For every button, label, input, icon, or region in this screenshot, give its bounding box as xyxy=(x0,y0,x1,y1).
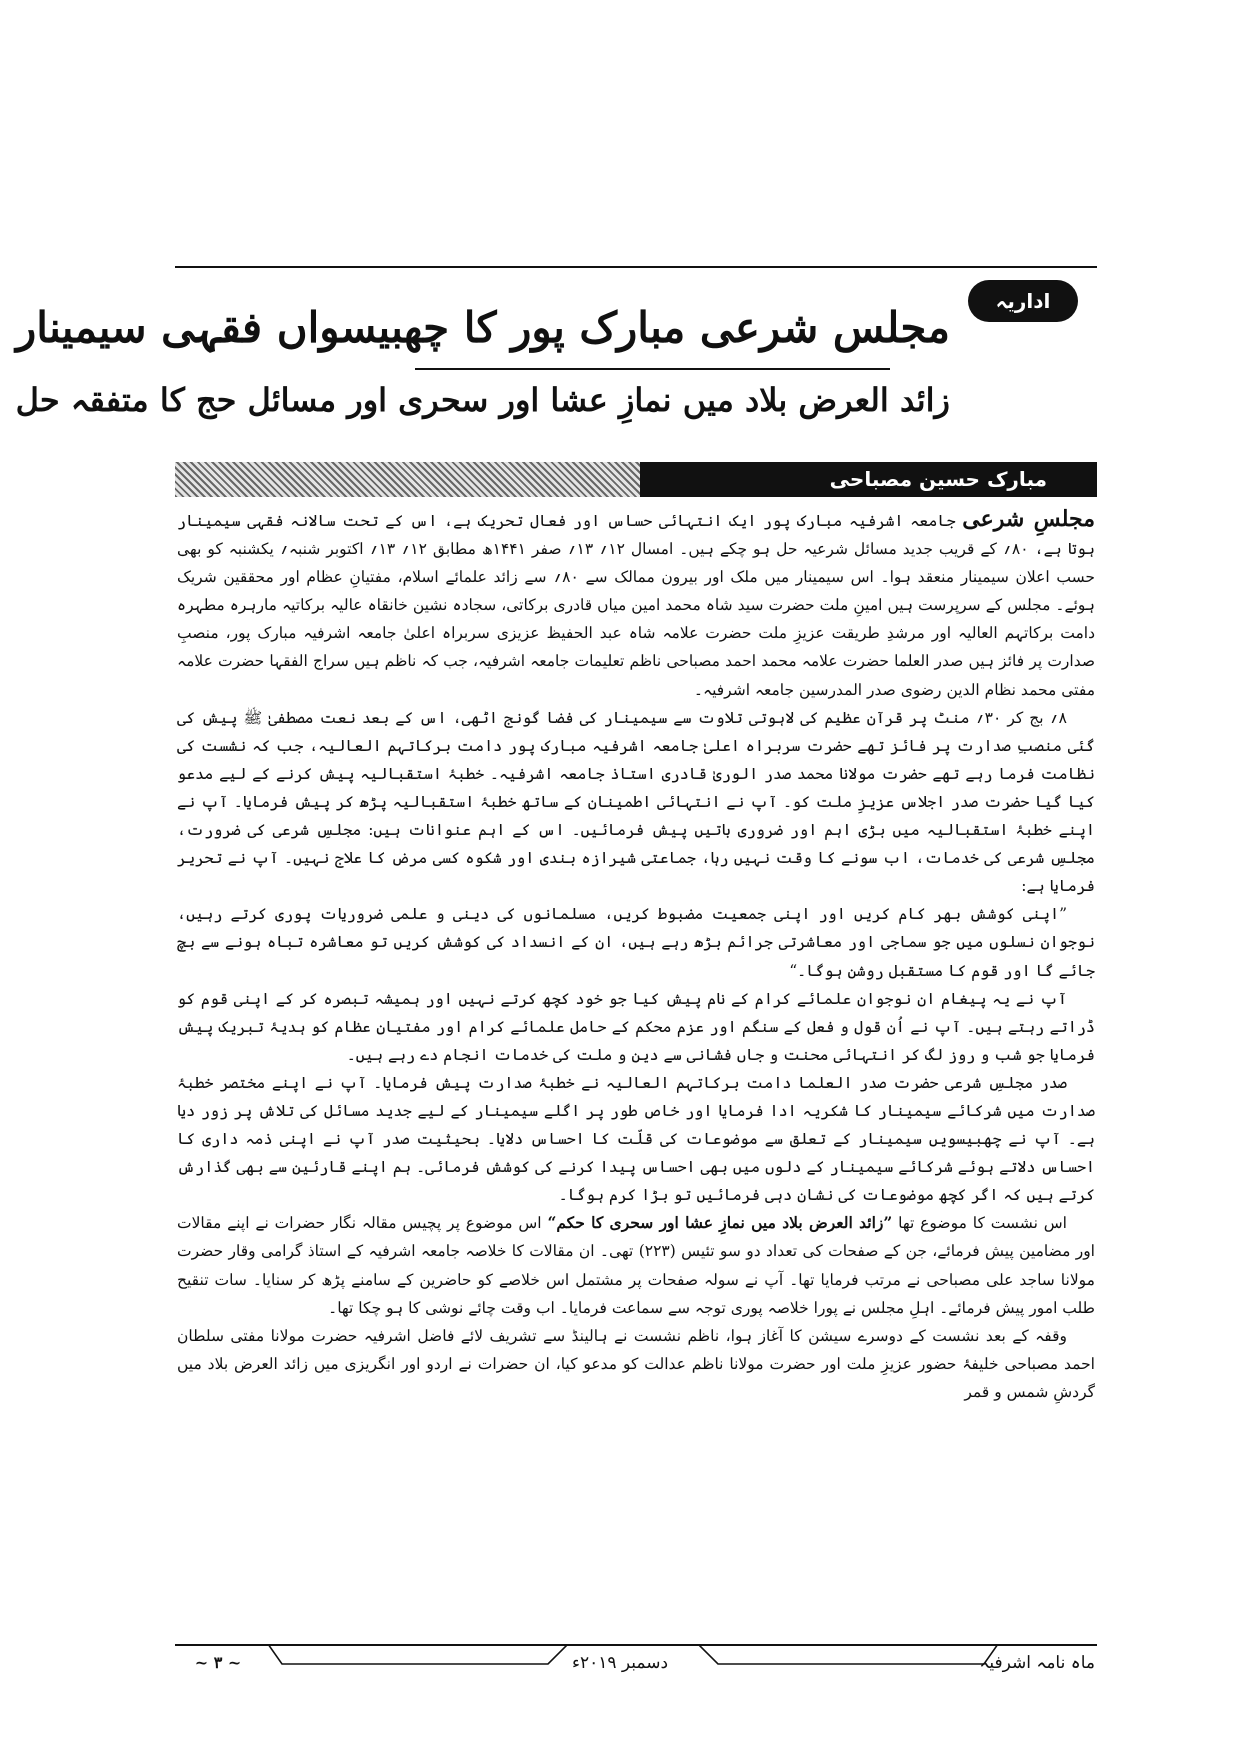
top-rule xyxy=(175,266,1097,268)
paragraph-text: جامعہ اشرفیہ مبارک پور ایک انتہائی حساس اور فعال تحریک ہے، اس کے تحت سالانہ فقہی سیمینار ہوتا ہے، ۸۰؍ کے قریب جدید مسائل شرعیہ حل ہو چکے ہیں۔ امسال ۱۲؍ ۱۳؍ صفر ۱۴۴۱ھ مطابق ۱۲؍ ۱۳؍ اکتوبر شنبہ؍ یکشنبہ کو بھی حسب اعلان سیمینار منعقد ہوا۔ اس سیمینار میں ملک اور بیرون ممالک سے ۸۰؍ سے زائد علمائے اسلام، مفتیانِ عظام اور محققین شریک ہوئے۔ مجلس کے سرپرست ہیں امینِ ملت حضرت سید شاہ محمد امین میاں قادری برکاتی، سجادہ نشین خانقاہ عالیہ برکاتیہ مارہرہ مطہرہ دامت برکاتہم العالیہ اور مرشدِ طریقت عزیزِ ملت حضرت علامہ شاہ عبد الحفیظ عزیزی سربراہ اعلیٰ جامعہ اشرفیہ مبارک پور، منصبِ صدارت پر فائز ہیں صدر العلما حضرت علامہ محمد احمد مصباحی ناظم تعلیمات جامعہ اشرفیہ، جب کہ ناظم ہیں سراج الفقہا حضرت علامہ مفتی محمد نظام الدین رضوی صدر المدرسین جامعہ اشرفیہ۔ xyxy=(177,512,1095,699)
page-number: ~ ۳ ~ xyxy=(194,1653,242,1672)
title-divider xyxy=(415,368,890,370)
topic-title: ”زائد العرض بلاد میں نمازِ عشا اور سحری کا حکم“ xyxy=(547,1213,893,1233)
page-title: مجلس شرعی مبارک پور کا چھبیسواں فقہی سیمینار xyxy=(15,303,950,352)
article-body xyxy=(177,505,1095,1637)
lead-word: مجلسِ شرعی xyxy=(962,506,1095,532)
author-name: مبارک حسین مصباحی xyxy=(640,462,1097,497)
paragraph xyxy=(177,1209,1095,1321)
author-bar xyxy=(175,462,1097,497)
page-subtitle: زائد العرض بلاد میں نمازِ عشا اور سحری اور مسائل حج کا متفقہ حل xyxy=(15,381,950,419)
decorative-pattern xyxy=(175,462,640,497)
issue-date: دسمبر ۲۰۱۹ء xyxy=(571,1653,669,1673)
paragraph: وقفہ کے بعد نشست کے دوسرے سیشن کا آغاز ہوا، ناظم نشست نے ہالینڈ سے تشریف لائے فاضل اشرفیہ حضرت مولانا مفتی سلطان احمد مصباحی خلیفۂ حضور عزیزِ ملت اور حضرت مولانا ناظم عدالت کو مدعو کیا، ان حضرات نے اردو اور انگریزی میں زائد العرض بلاد میں گردشِ شمس و قمر xyxy=(177,1326,1095,1401)
paragraph-text: اس موضوع پر پچیس مقالہ نگار حضرات نے اپنے مقالات اور مضامین پیش فرمائے، جن کے صفحات کی تعداد دو سو تئیس (۲۲۳) تھی۔ ان مقالات کا خلاصہ جامعہ اشرفیہ کے استاذ گرامی وقار حضرت مولانا ساجد علی مصباحی نے مرتب فرمایا تھا۔ آپ نے سولہ صفحات پر مشتمل اس خلاصے کو حاضرین کے سامنے پڑھ کر سنایا۔ سات تنقیح طلب امور پیش فرمائے۔ اہلِ مجلس نے پورا خلاصہ پوری توجہ سے سماعت فرمایا۔ اب وقت چائے نوشی کا ہو چکا تھا۔ xyxy=(177,1214,1095,1317)
paragraph xyxy=(177,505,1095,704)
paragraph: آپ نے یہ پیغام ان نوجوان علمائے کرام کے نام پیش کیا جو خود کچھ کرتے نہیں اور ہمیشہ تبصرہ کر کے اپنی قوم کو ڈراتے رہتے ہیں۔ آپ نے اُن قول و فعل کے سنگم اور عزم محکم کے حامل علمائے کرام اور مفتیانِ عظام کو ہدیۂ تبریک پیش فرمایا جو شب و روز لگ کر انتہائی محنت و جاں فشانی سے دین و ملت کی خدمات انجام دے رہے ہیں۔ xyxy=(177,989,1095,1064)
magazine-name: ماہ نامہ اشرفیہ xyxy=(979,1653,1095,1673)
paragraph: ۸؍ بج کر ۳۰؍ منٹ پر قرآن عظیم کی لاہوتی تلاوت سے سیمینار کی فضا گونج اٹھی، اس کے بعد نعت مصطفیٰ ﷺ پیش کی گئی منصبِ صدارت پر فائز تھے حضرت سربراہ اعلیٰ جامعہ اشرفیہ مبارک پور دامت برکاتہم العالیہ، جب کہ نشست کی نظامت فرما رہے تھے حضرت مولانا محمد صدر الوریٰ قادری استاذ جامعہ اشرفیہ۔ خطبۂ استقبالیہ پیش کرنے کے لیے مدعو کیا گیا حضرت صدر اجلاس عزیزِ ملت کو۔ آپ نے انتہائی اطمینان کے ساتھ خطبۂ استقبالیہ پڑھ کر پیش فرمایا۔ آپ نے اپنے خطبۂ استقبالیہ میں بڑی اہم اور ضروری باتیں پیش فرمائیں۔ اس کے اہم عنوانات ہیں: مجلسِ شرعی کی ضرورت، مجلسِ شرعی کی خدمات، اب سونے کا وقت نہیں رہا، جماعتی شیرازہ بندی اور شکوہ کسی مرض کا علاج نہیں۔ آپ نے تحریر فرمایا ہے: xyxy=(177,708,1095,896)
paragraph-text: اس نشست کا موضوع تھا xyxy=(892,1214,1067,1233)
block-quote: ”اپنی کوشش بھر کام کریں اور اپنی جمعیت مضبوط کریں، مسلمانوں کی دینی و علمی ضروریات پوری کرتے رہیں، نوجوان نسلوں میں جو سماجی اور معاشرتی جرائم بڑھ رہے ہیں، ان کے انسداد کی کوشش کریں تو معاشرہ تباہ ہونے سے بچ جائے گا اور قوم کا مستقبل روشن ہوگا۔“ xyxy=(177,905,1095,980)
editorial-badge: اداریہ xyxy=(968,280,1078,322)
paragraph: صدر مجلسِ شرعی حضرت صدر العلما دامت برکاتہم العالیہ نے خطبۂ صدارت پیش فرمایا۔ آپ نے اپنے مختصر خطبۂ صدارت میں شرکائے سیمینار کا شکریہ ادا فرمایا اور خاص طور پر اگلے سیمینار کے لیے جدید مسائل کی تلاش پر زور دیا ہے۔ آپ نے چھبیسویں سیمینار کے تعلق سے موضوعات کی قلّت کا احساس دلایا۔ بحیثیت صدر آپ نے اپنی ذمہ داری کا احساس دلاتے ہوئے شرکائے سیمینار کے دلوں میں بھی احساس پیدا کرنے کی کوشش فرمائی۔ ہم اپنے قارئین سے بھی گذارش کرتے ہیں کہ اگر کچھ موضوعات کی نشان دہی فرمائیں تو بڑا کرم ہوگا۔ xyxy=(177,1073,1095,1205)
